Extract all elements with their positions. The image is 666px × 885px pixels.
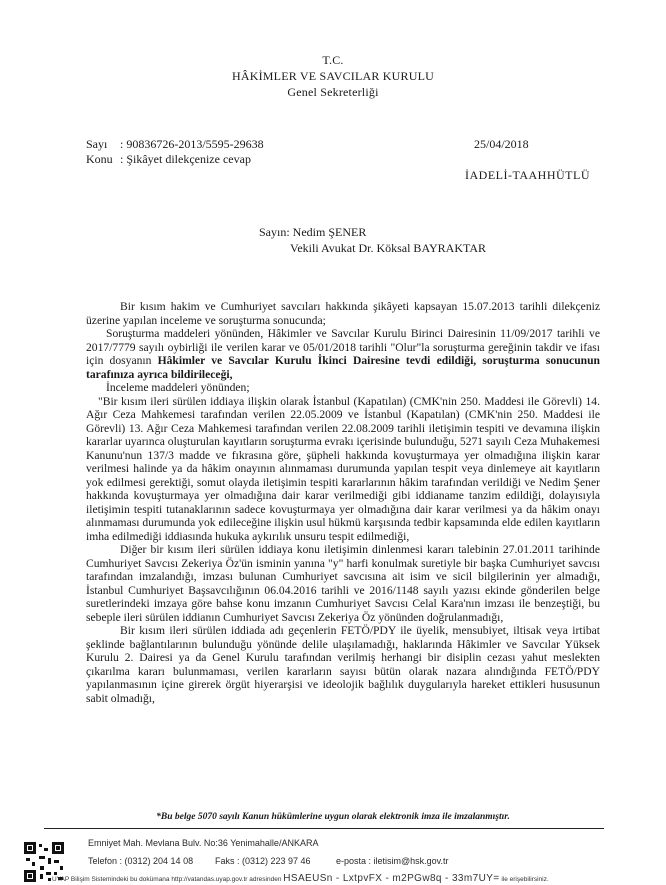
paragraph-investigation	[86, 327, 600, 381]
uyap-code: HSAEUSn - LxtpvFX - m2PGw8q - 33m7UY=	[283, 873, 500, 884]
header-department: Genel Sekreterliği	[287, 85, 379, 99]
paragraph-inspection-heading: İnceleme maddeleri yönünden;	[106, 381, 250, 394]
uyap-text-right: ile erişebilirsiniz.	[501, 876, 549, 883]
footer-divider	[44, 828, 604, 829]
header-tc: T.C.	[322, 53, 344, 67]
footer-phone: Telefon : (0312) 204 14 08	[88, 856, 194, 866]
konu-value: : Şikâyet dilekçenize cevap	[120, 152, 251, 166]
paragraph-claim-1: "Bir kısım ileri sürülen iddiaya ilişkin olarak İstanbul (Kapatılan) (CMK'nin 250. Maddesi ile Görevli) 14. Ağır Ceza Mahkemesi tarafından verilen 22.05.2009 ve İstanbul (Kapatılan) (CMK'nin 250. Maddesi ile Görevli) 13. Ağır Ceza Mahkemesi tarafından verilen 22.08.2009 tarihli iletişimin tespiti ve devamına ilişkin kararlar uyarınca oluşturulan kayıtların soruşturma evrakı içerisinde bulunduğu, 5271 sayılı Ceza Muhakemesi Kanunu'nun 137/3 madde ve fıkrasına göre, şüpheli hakkında kovuşturmaya yer olmadığına ilişkin karar verilmesi halinde ya da hâkim onayının alınmaması durumunda yapılan tespit veya dinlemeye ait kayıtların yok edilmesi gerektiği, somut olayda iletişimin tespiti kararlarının hâkim tarafından verildiği ve Nedim Şener hakkında kovuşturmaya yer olmadığına dair karar verilmediği gibi iddianame tanzim edildiği, dolayısıyla iletişimin tespiti tutanaklarının sadece kovuşturmaya yer olmadığına dair karar verilmesi ya da hâkim onayı alınmaması durumunda yok edileceğine ilişkin usul hükmü karşısında tedbir kapsamında elde edilen kayıtların imha edilmediği iddiasında hukuka aykırılık unsuru tespit edilmediği,	[86, 394, 600, 543]
sayi-label: Sayı	[86, 137, 108, 151]
uyap-text-left: UYAP Bilişim Sistemindeki bu dokümana http://vatandas.uyap.gov.tr adresinden	[52, 876, 282, 883]
footer-email: e-posta : iletisim@hsk.gov.tr	[336, 856, 449, 866]
recipient-name: Sayın: Nedim ŞENER	[259, 225, 367, 239]
investigation-bold-text: Hâkimler ve Savcılar Kurulu İkinci Dairesine tevdi edildiği, soruşturma sonucunun tarafınıza ayrıca bildirileceği,	[86, 354, 600, 381]
paragraph-intro: Bir kısım hakim ve Cumhuriyet savcıları hakkında şikâyeti kapsayan 15.07.2013 tarihli dilekçeniz üzerine yapılan inceleme ve soruşturma sonucunda;	[86, 300, 600, 327]
paragraph-claim-2: Diğer bir kısım ileri sürülen iddiaya konu iletişimin dinlenmesi kararı talebinin 27.01.2011 tarihinde Cumhuriyet Savcısı Zekeriya Öz'ün isminin yanına "y" harfi konulmak suretiyle bir başka Cumhuriyet savcısı tarafından imzalandığı, imzası bulunan Cumhuriyet savcısına ait isim ve sicil bilgilerinin yer almadığı, İstanbul Cumhuriyet Başsavcılığının 06.04.2016 tarihli ve 2016/1148 sayılı yazısı ekinde gönderilen belge suretlerindeki imzaya göre bahse konu imzanın Cumhuriyet Savcısı Celal Kara'nın imzası ile benzeştiği, bu sebeple ileri sürülen iddianın Cumhuriyet Savcısı Zekeriya Öz yönünden doğrulanmadığı,	[86, 543, 600, 624]
konu-label: Konu	[86, 152, 113, 166]
footer-address: Emniyet Mah. Mevlana Bulv. No:36 Yenimahalle/ANKARA	[88, 838, 319, 848]
document-date: 25/04/2018	[474, 137, 529, 151]
investigation-text: Soruşturma maddeleri yönünden, Hâkimler ve Savcılar Kurulu Birinci Dairesinin 11/09/2017 tarihli ve 2017/7779 sayılı oybirliği ile verilen karar ve 05/01/2018 tarihli "Olur"la soruşturma gereğinin takdir ve ifası için dosyanın	[86, 327, 600, 367]
esignature-note: *Bu belge 5070 sayılı Kanun hükümlerine uygun olarak elektronik imza ile imzalanmıştır.	[156, 812, 510, 822]
paragraph-claim-3: Bir kısım ileri sürülen iddiada adı geçenlerin FETÖ/PDY ile üyelik, mensubiyet, iltisak veya irtibat şeklinde bağlantılarının bulunduğu yönünde delile ulaşılamadığı, haklarında Hâkimler ve Savcılar Yüksek Kurulu 2. Dairesi ya da Genel Kurulu tarafından verilmiş herhangi bir disiplin cezası yahut meslekten çıkarılma kararı bulunmaması, verilen kararların sayısı bütün olarak nazara alındığında FETÖ/PDY yapılanmasının içine girerek örgüt hiyerarşisi ve ideolojik bağlılık duygularıyla hareket ettikleri hususunun sabit olmadığı,	[86, 624, 600, 705]
uyap-verification	[52, 873, 549, 884]
delivery-type: İADELİ-TAAHHÜTLÜ	[465, 168, 591, 182]
sayi-value: : 90836726-2013/5595-29638	[120, 137, 264, 151]
recipient-attorney: Vekili Avukat Dr. Köksal BAYRAKTAR	[290, 241, 487, 255]
letter-body	[86, 300, 600, 705]
header-institution: HÂKİMLER VE SAVCILAR KURULU	[232, 69, 434, 83]
footer-fax: Faks : (0312) 223 97 46	[215, 856, 311, 866]
